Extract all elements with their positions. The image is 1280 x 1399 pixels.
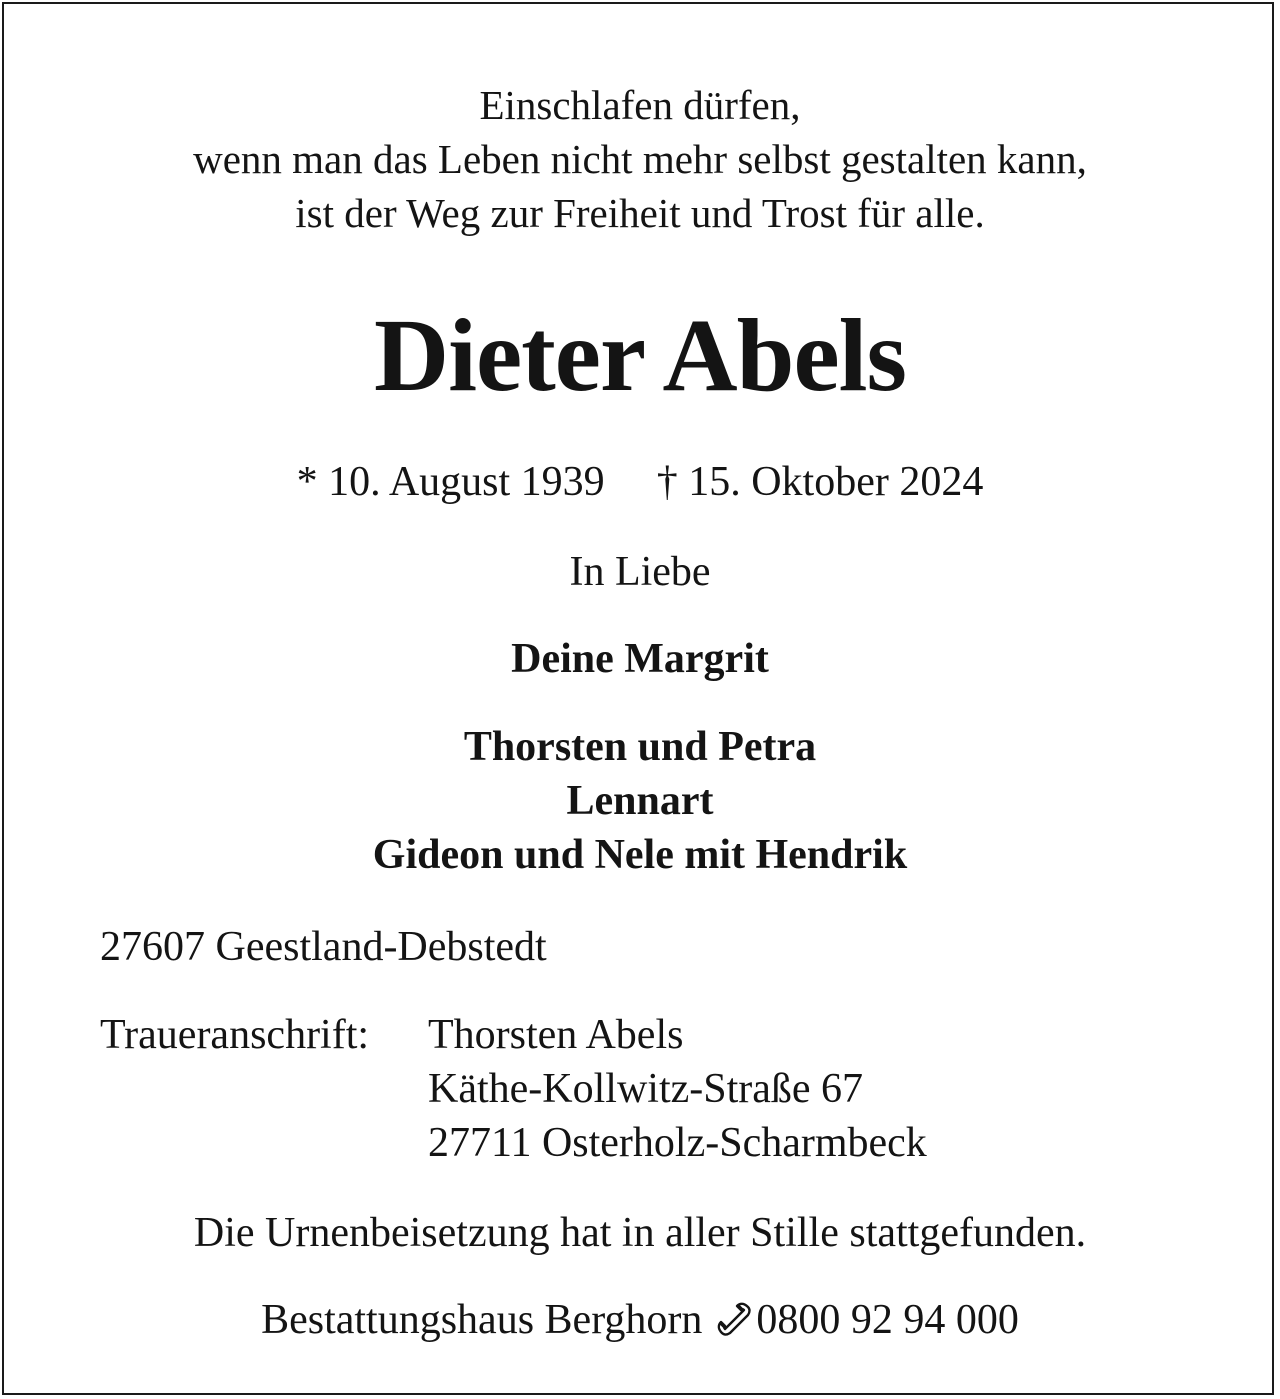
mourning-address-line-3: 27711 Osterholz-Scharmbeck [428,1120,927,1166]
motto-line-2: wenn man das Leben nicht mehr selbst gestalten kann, [193,136,1087,182]
mourning-address-label: Traueranschrift: [100,1012,370,1058]
residence: 27607 Geestland-Debstedt [100,924,547,970]
mourner-primary: Deine Margrit [511,636,769,682]
undertaker-phone: 0800 92 94 000 [756,1297,1019,1343]
motto-line-1: Einschlafen dürfen, [479,82,801,128]
death-date: † 15. Oktober 2024 [656,459,984,505]
birth-date: * 10. August 1939 [296,459,605,505]
mourner-family-line-2: Lennart [566,778,714,824]
mourner-family-line-1: Thorsten und Petra [463,724,817,770]
motto [0,78,1280,240]
farewell-phrase: In Liebe [569,549,711,595]
mourner-family [0,720,1280,882]
burial-note: Die Urnenbeisetzung hat in aller Stille stattgefunden. [193,1210,1087,1256]
undertaker-line [0,1293,1280,1347]
mourning-address-line-2: Käthe-Kollwitz-Straße 67 [428,1066,864,1112]
deceased-name: Dieter Abels [374,298,906,413]
telephone-handset-icon [714,1299,754,1339]
mourning-address [428,1008,927,1170]
motto-line-3: ist der Weg zur Freiheit und Trost für alle. [295,190,985,236]
life-dates [0,455,1280,509]
mourner-family-line-3: Gideon und Nele mit Hendrik [372,832,908,878]
undertaker-name: Bestattungshaus Berghorn [261,1297,703,1343]
mourning-address-line-1: Thorsten Abels [428,1012,684,1058]
